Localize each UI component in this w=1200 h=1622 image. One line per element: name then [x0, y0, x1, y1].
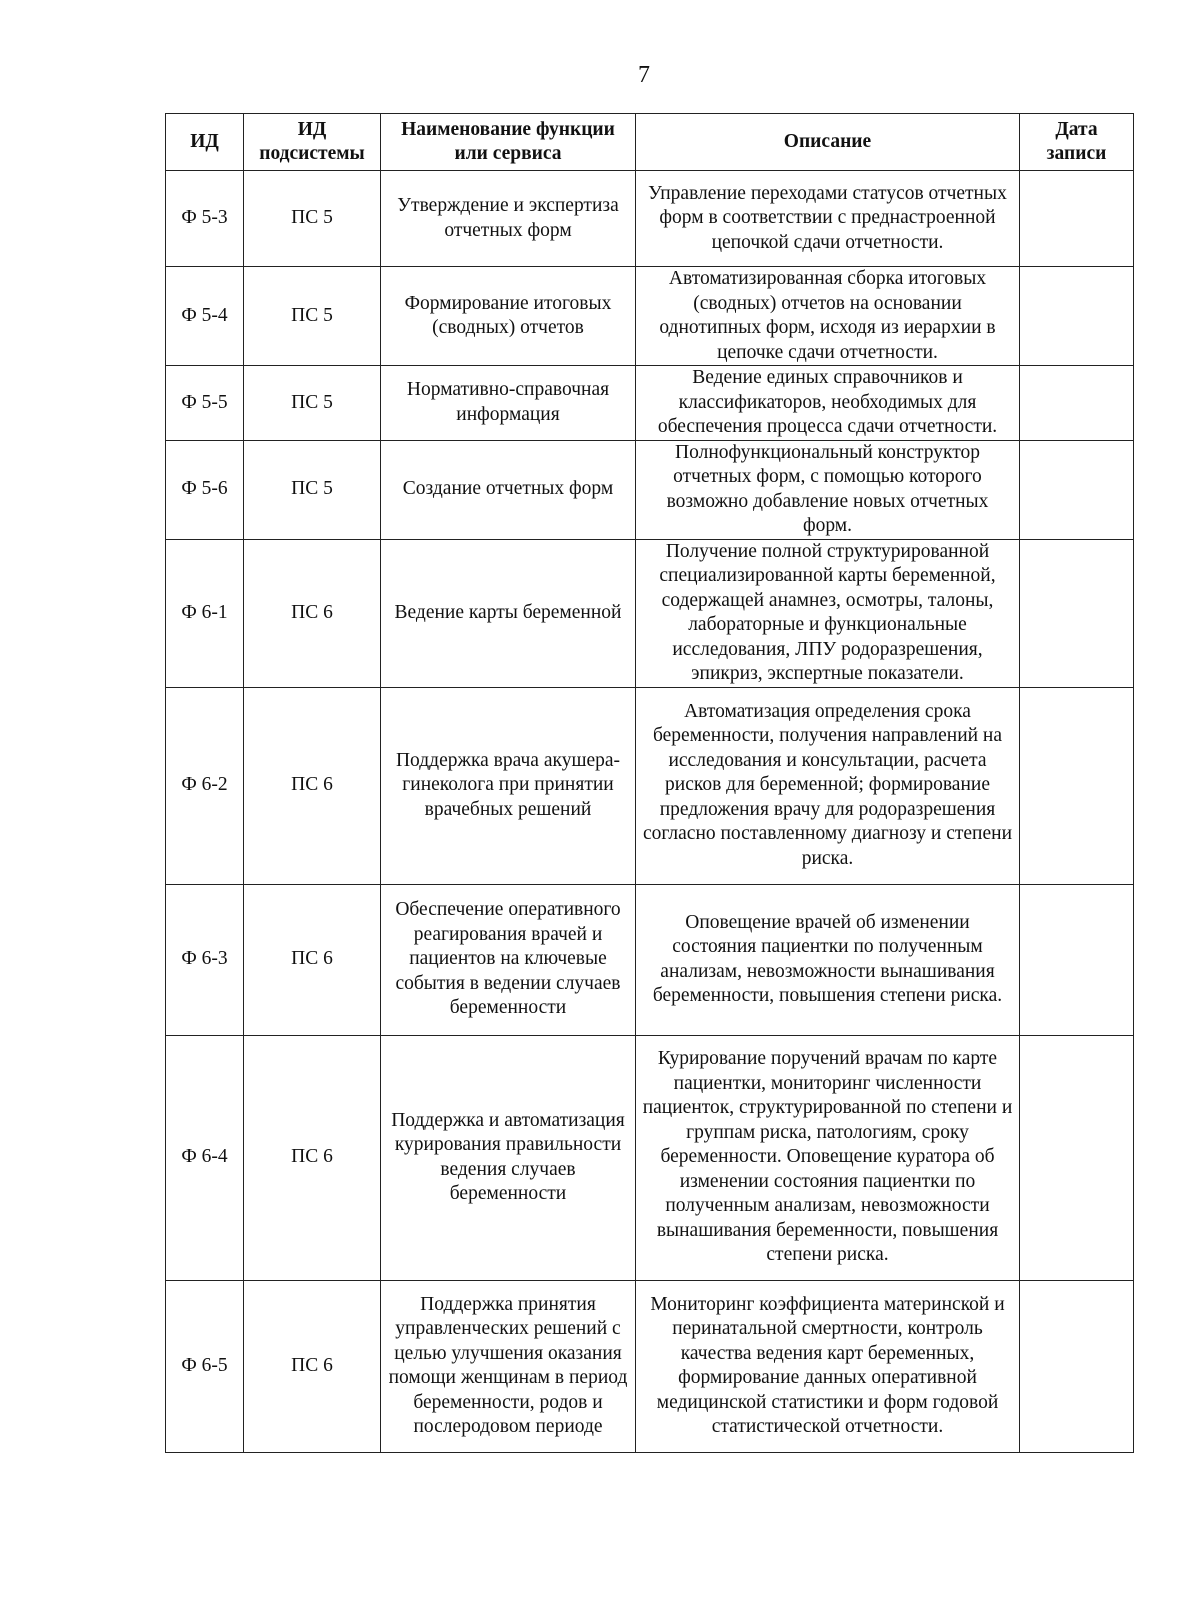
cell-id: Ф 6-3	[166, 884, 244, 1035]
header-record-date: Дата записи	[1020, 114, 1134, 171]
cell-subsystem: ПС 6	[244, 687, 381, 884]
table-row	[166, 440, 1134, 539]
cell-description: Автоматизированная сборка итоговых (сводных) отчетов на основании однотипных форм, исходя из иерархии в цепочке сдачи отчетности.	[636, 267, 1020, 366]
cell-date	[1020, 687, 1134, 884]
table-row	[166, 1035, 1134, 1280]
cell-id: Ф 5-6	[166, 440, 244, 539]
cell-function-name: Поддержка принятия управленческих решений с целью улучшения оказания помощи женщинам в период беременности, родов и послеродовом периоде	[381, 1280, 636, 1452]
cell-date	[1020, 884, 1134, 1035]
cell-date	[1020, 267, 1134, 366]
functions-table	[165, 113, 1134, 1453]
cell-function-name: Формирование итоговых (сводных) отчетов	[381, 267, 636, 366]
cell-function-name: Создание отчетных форм	[381, 440, 636, 539]
cell-function-name: Ведение карты беременной	[381, 539, 636, 687]
cell-id: Ф 6-2	[166, 687, 244, 884]
cell-subsystem: ПС 5	[244, 440, 381, 539]
cell-date	[1020, 539, 1134, 687]
cell-subsystem: ПС 6	[244, 539, 381, 687]
cell-description: Получение полной структурированной специализированной карты беременной, содержащей анамнез, осмотры, талоны, лабораторные и функциональные исследования, ЛПУ родоразрешения, эпикриз, экспертные показатели.	[636, 539, 1020, 687]
cell-subsystem: ПС 6	[244, 884, 381, 1035]
table-header-row	[166, 114, 1134, 171]
cell-id: Ф 6-5	[166, 1280, 244, 1452]
table-row	[166, 171, 1134, 267]
cell-id: Ф 5-4	[166, 267, 244, 366]
page-number: 7	[638, 62, 650, 88]
table-row	[166, 539, 1134, 687]
cell-id: Ф 5-3	[166, 171, 244, 267]
cell-id: Ф 6-1	[166, 539, 244, 687]
cell-id: Ф 5-5	[166, 366, 244, 441]
cell-date	[1020, 440, 1134, 539]
table-row	[166, 687, 1134, 884]
header-function-name: Наименование функции или сервиса	[381, 114, 636, 171]
header-id: ИД	[166, 114, 244, 171]
cell-function-name: Поддержка врача акушера-гинеколога при принятии врачебных решений	[381, 687, 636, 884]
table-row	[166, 884, 1134, 1035]
cell-date	[1020, 1280, 1134, 1452]
cell-id: Ф 6-4	[166, 1035, 244, 1280]
cell-subsystem: ПС 6	[244, 1035, 381, 1280]
header-description: Описание	[636, 114, 1020, 171]
header-subsystem-id: ИД подсистемы	[244, 114, 381, 171]
cell-subsystem: ПС 5	[244, 366, 381, 441]
cell-function-name: Нормативно-справочная информация	[381, 366, 636, 441]
cell-subsystem: ПС 5	[244, 171, 381, 267]
cell-description: Ведение единых справочников и классификаторов, необходимых для обеспечения процесса сдачи отчетности.	[636, 366, 1020, 441]
cell-description: Управление переходами статусов отчетных форм в соответствии с преднастроенной цепочкой сдачи отчетности.	[636, 171, 1020, 267]
cell-date	[1020, 171, 1134, 267]
cell-description: Полнофункциональный конструктор отчетных форм, с помощью которого возможно добавление новых отчетных форм.	[636, 440, 1020, 539]
table-row	[166, 1280, 1134, 1452]
cell-subsystem: ПС 6	[244, 1280, 381, 1452]
cell-description: Курирование поручений врачам по карте пациентки, мониторинг численности пациенток, структурированной по степени и группам риска, патологиям, сроку беременности. Оповещение куратора об изменении состояния пациентки по полученным анализам, невозможности вынашивания беременности, повышения степени риска.	[636, 1035, 1020, 1280]
cell-subsystem: ПС 5	[244, 267, 381, 366]
cell-function-name: Обеспечение оперативного реагирования врачей и пациентов на ключевые события в ведении случаев беременности	[381, 884, 636, 1035]
cell-date	[1020, 1035, 1134, 1280]
cell-function-name: Утверждение и экспертиза отчетных форм	[381, 171, 636, 267]
cell-description: Мониторинг коэффициента материнской и перинатальной смертности, контроль качества ведения карт беременных, формирование данных оперативной медицинской статистики и форм годовой статистической отчетности.	[636, 1280, 1020, 1452]
cell-function-name: Поддержка и автоматизация курирования правильности ведения случаев беременности	[381, 1035, 636, 1280]
table-row	[166, 366, 1134, 441]
cell-description: Оповещение врачей об изменении состояния пациентки по полученным анализам, невозможности вынашивания беременности, повышения степени риска.	[636, 884, 1020, 1035]
cell-description: Автоматизация определения срока беременности, получения направлений на исследования и консультации, расчета рисков для беременной; формирование предложения врачу для родоразрешения согласно поставленному диагнозу и степени риска.	[636, 687, 1020, 884]
table-row	[166, 267, 1134, 366]
cell-date	[1020, 366, 1134, 441]
